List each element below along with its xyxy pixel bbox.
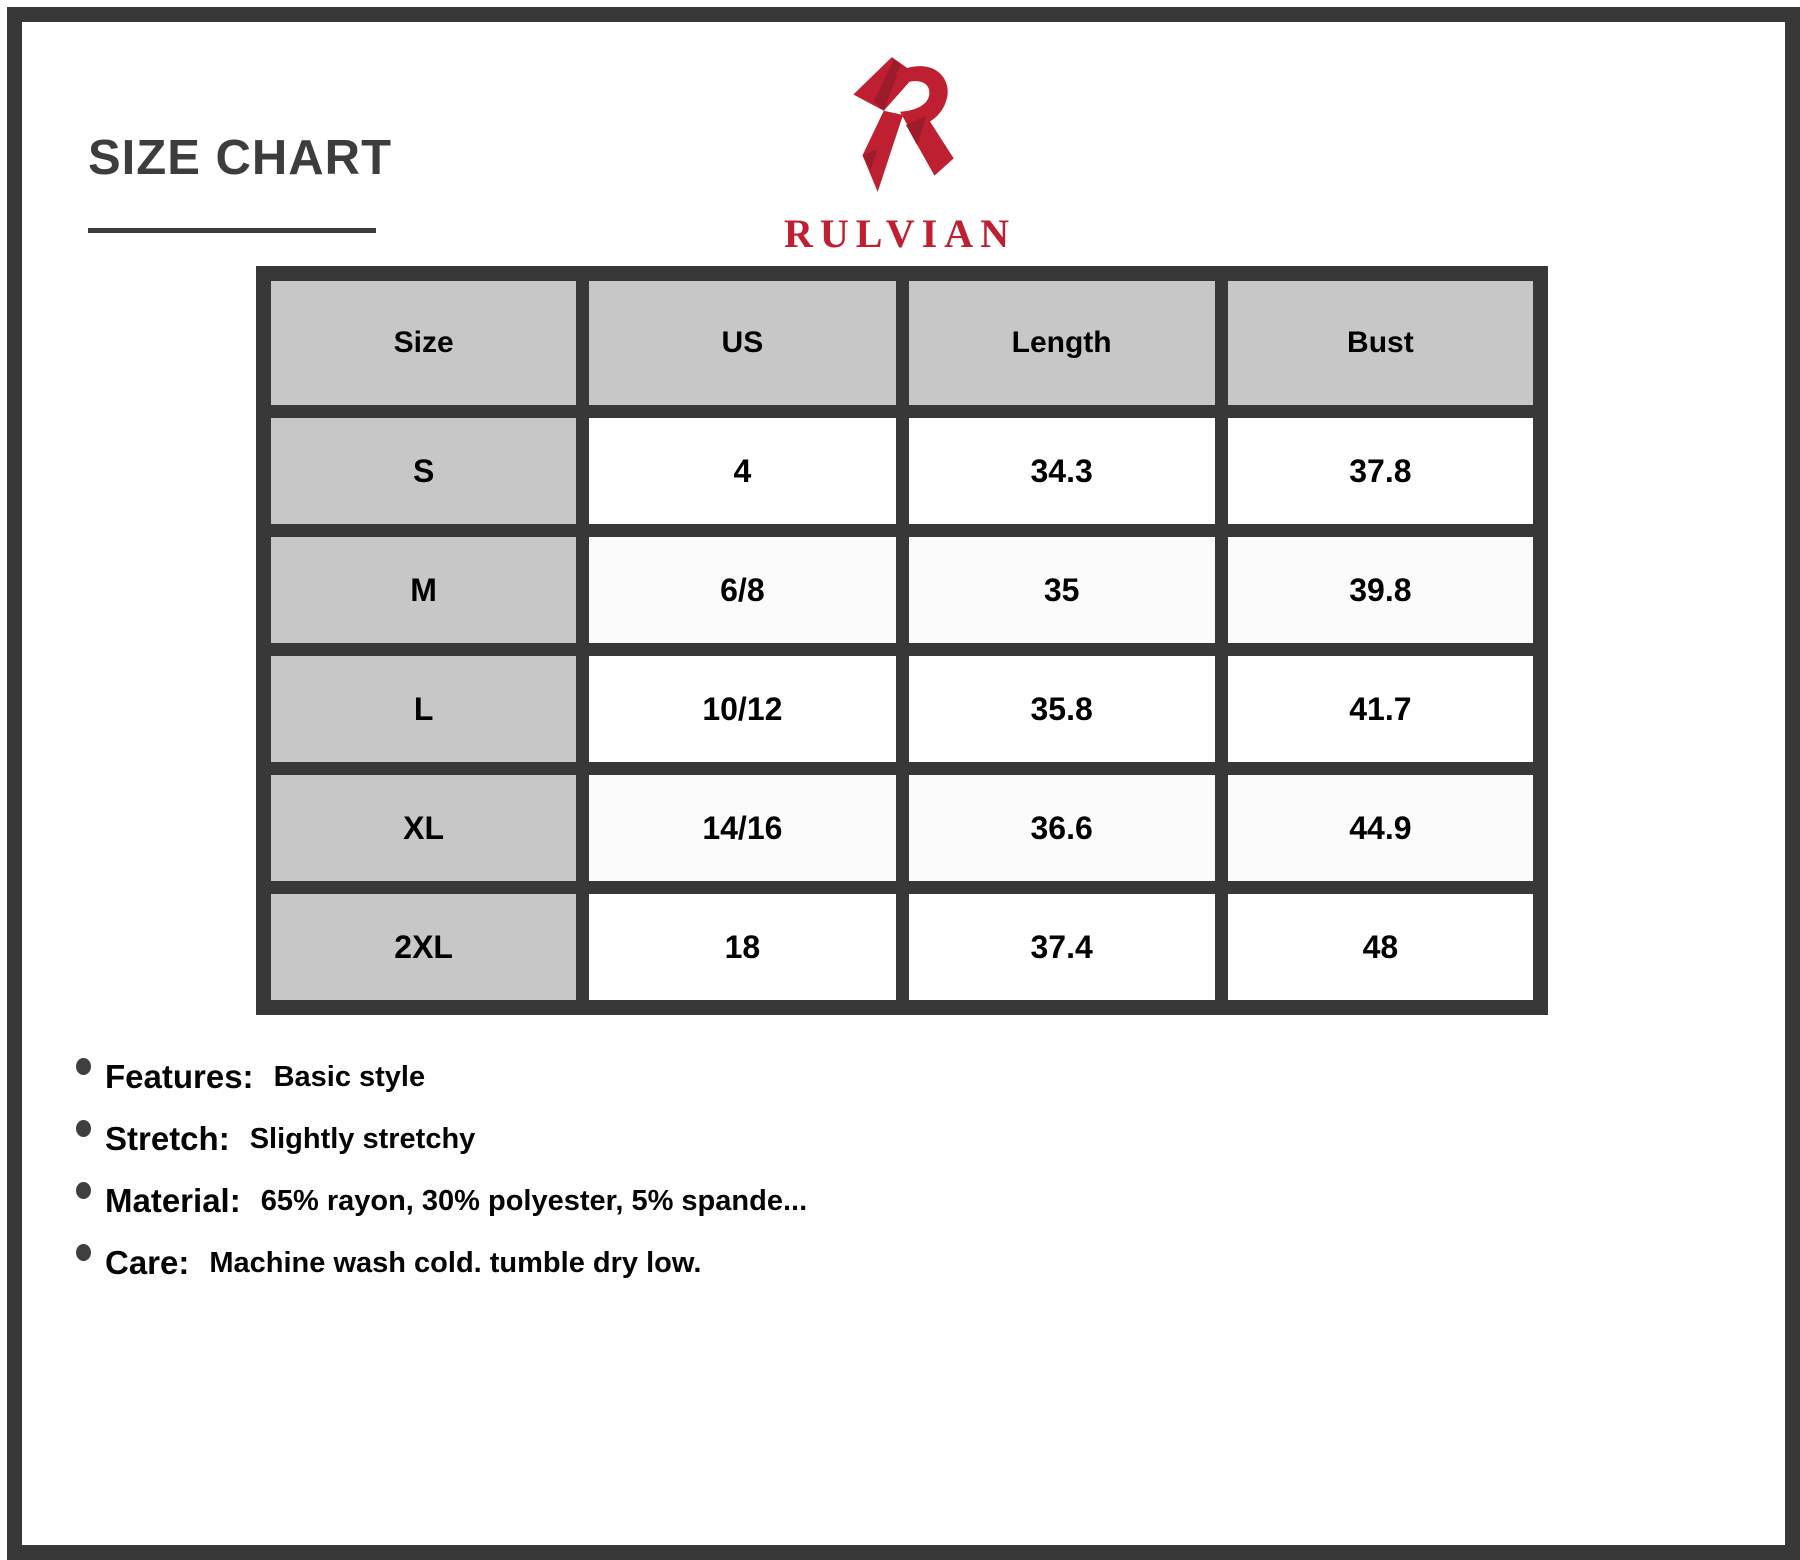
- table-row: [264, 531, 1541, 650]
- bullet-icon: [76, 1182, 91, 1199]
- column-header-us: US: [583, 274, 902, 412]
- length-cell: 35.8: [902, 650, 1221, 769]
- length-cell: 34.3: [902, 412, 1221, 531]
- list-item: [76, 1046, 807, 1108]
- detail-value: Basic style: [273, 1060, 426, 1093]
- size-chart-table: [256, 266, 1548, 1015]
- brand-logo: [740, 52, 1060, 257]
- detail-value: Machine wash cold. tumble dry low.: [209, 1246, 702, 1279]
- us-cell: 6/8: [583, 531, 902, 650]
- size-cell: 2XL: [264, 888, 583, 1008]
- title-underline: [88, 228, 376, 233]
- bust-cell: 48: [1221, 888, 1540, 1008]
- bust-cell: 37.8: [1221, 412, 1540, 531]
- us-cell: 18: [583, 888, 902, 1008]
- length-cell: 35: [902, 531, 1221, 650]
- bullet-icon: [76, 1244, 91, 1261]
- table-row: [264, 650, 1541, 769]
- size-cell: S: [264, 412, 583, 531]
- detail-label: Features:: [105, 1058, 254, 1095]
- size-cell: M: [264, 531, 583, 650]
- size-cell: L: [264, 650, 583, 769]
- length-cell: 36.6: [902, 769, 1221, 888]
- product-details-list: [76, 1046, 807, 1294]
- table-row: [264, 412, 1541, 531]
- table-row: [264, 888, 1541, 1008]
- us-cell: 10/12: [583, 650, 902, 769]
- detail-label: Material:: [105, 1182, 241, 1219]
- table-header-row: [264, 274, 1541, 412]
- bullet-icon: [76, 1058, 91, 1075]
- bust-cell: 44.9: [1221, 769, 1540, 888]
- us-cell: 14/16: [583, 769, 902, 888]
- column-header-length: Length: [902, 274, 1221, 412]
- detail-value: Slightly stretchy: [249, 1122, 476, 1155]
- rulvian-r-monogram-icon: [836, 52, 964, 204]
- column-header-size: Size: [264, 274, 583, 412]
- brand-name: RULVIAN: [783, 211, 1016, 256]
- detail-label: Stretch:: [105, 1120, 230, 1157]
- list-item: [76, 1232, 807, 1294]
- list-item: [76, 1108, 807, 1170]
- detail-label: Care:: [105, 1244, 190, 1281]
- size-cell: XL: [264, 769, 583, 888]
- bust-cell: 39.8: [1221, 531, 1540, 650]
- column-header-bust: Bust: [1221, 274, 1540, 412]
- table-row: [264, 769, 1541, 888]
- us-cell: 4: [583, 412, 902, 531]
- page-title: SIZE CHART: [88, 131, 392, 185]
- bullet-icon: [76, 1120, 91, 1137]
- length-cell: 37.4: [902, 888, 1221, 1008]
- detail-value: 65% rayon, 30% polyester, 5% spande...: [260, 1184, 808, 1217]
- bust-cell: 41.7: [1221, 650, 1540, 769]
- list-item: [76, 1170, 807, 1232]
